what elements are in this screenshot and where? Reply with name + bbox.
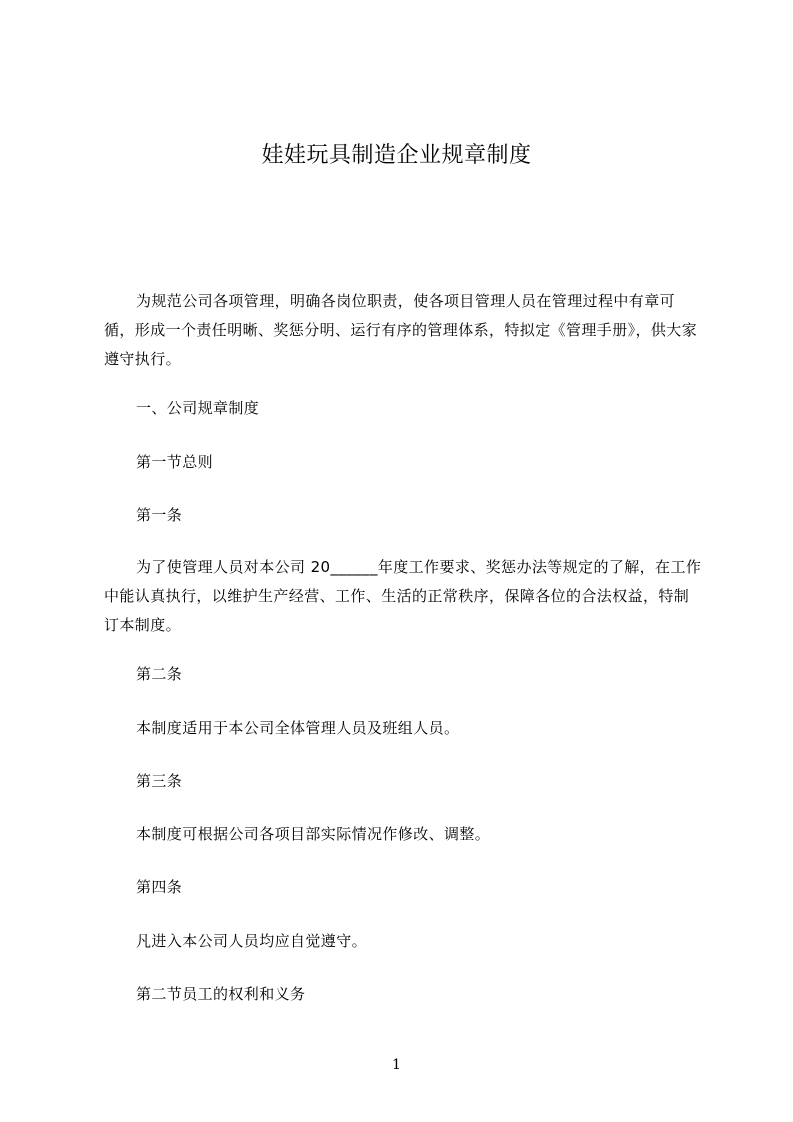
article-heading-3: 第三条 [136,772,183,790]
intro-paragraph: 为规范公司各项管理，明确各岗位职责，使各项目管理人员在管理过程中有章可循，形成一个责任明晰、奖惩分明、运行有序的管理体系，特拟定《管理手册》，供大家遵守执行。 [104,292,698,368]
article-heading-2: 第二条 [136,665,183,683]
article-text-3: 本制度可根据公司各项目部实际情况作修改、调整。 [136,825,491,843]
section-heading-company-rules: 一、公司规章制度 [136,399,260,417]
article-heading-4: 第四条 [136,878,183,896]
chapter-heading-general: 第一节总则 [136,453,214,471]
page-number: 1 [392,1057,401,1073]
document-title: 娃娃玩具制造企业规章制度 [261,143,532,168]
article-text-1: 为了使管理人员对本公司 20______年度工作要求、奖惩办法等规定的了解，在工作中能认真执行，以维护生产经营、工作、生活的正常秩序，保障各位的合法权益，特制订本制度。 [104,558,702,634]
article-text-4: 凡进入本公司人员均应自觉遵守。 [136,932,368,950]
article-heading-1: 第一条 [136,506,183,524]
article-text-2: 本制度适用于本公司全体管理人员及班组人员。 [136,719,460,737]
chapter-heading-rights-duties: 第二节员工的权利和义务 [136,985,306,1003]
